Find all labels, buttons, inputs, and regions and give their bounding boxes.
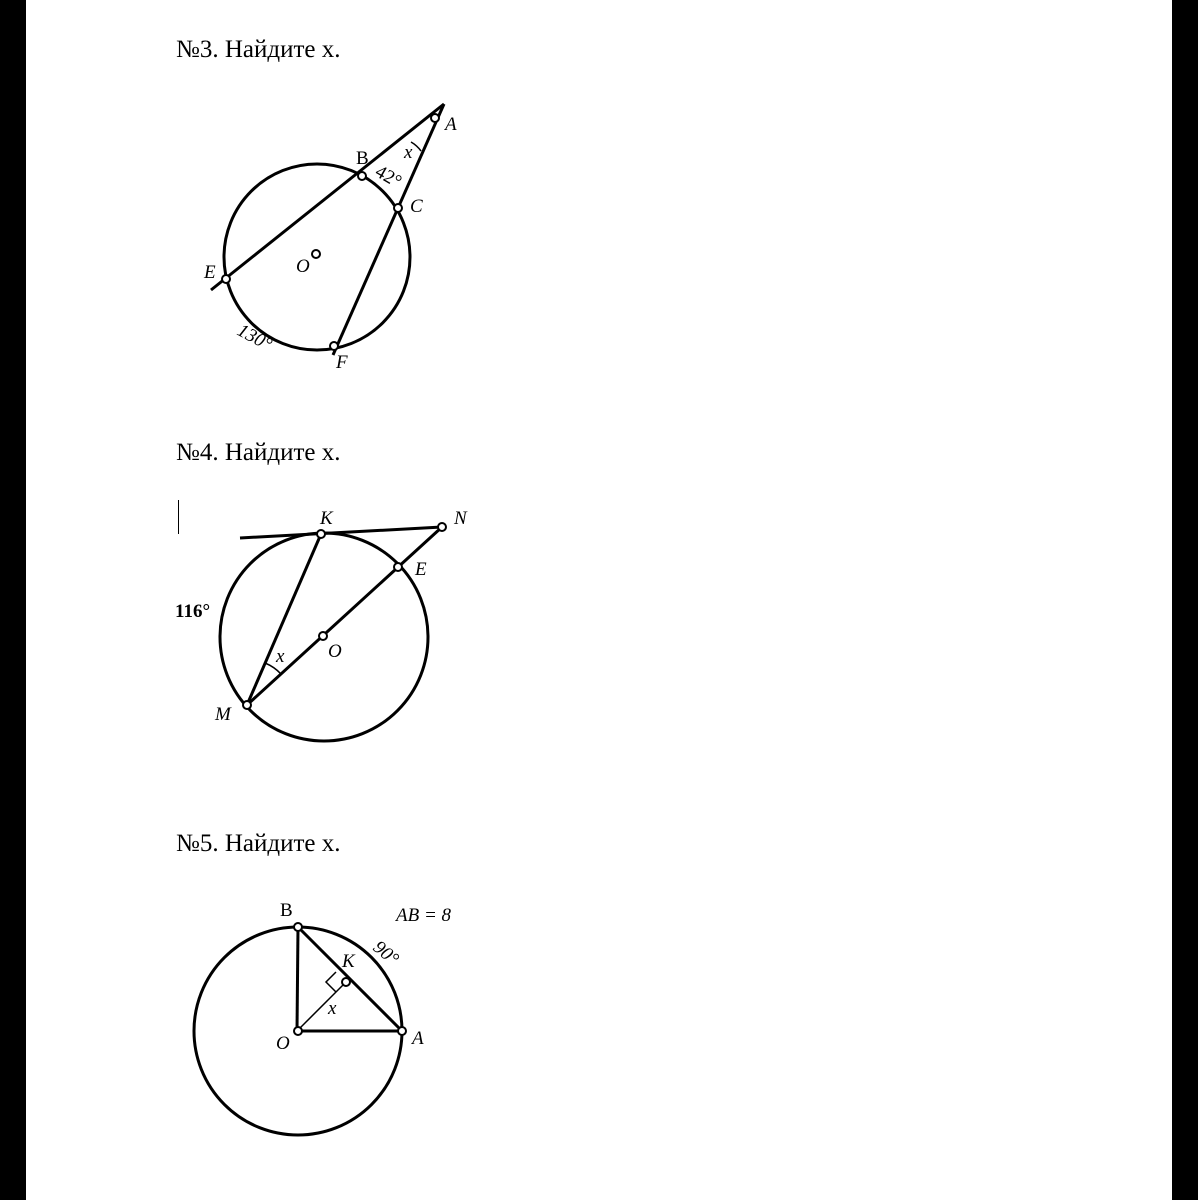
fig5-point-b	[294, 923, 302, 931]
fig3-label-a: A	[445, 114, 457, 135]
fig4-label-m: M	[215, 704, 231, 725]
fig4-label-o: O	[328, 641, 342, 662]
fig3-angle-value: 42°	[371, 161, 406, 193]
problem-5-figure	[26, 0, 1172, 1200]
fig5-segment-ok	[299, 982, 346, 1029]
fig5-label-k: K	[342, 951, 355, 972]
fig5-label-x: x	[328, 998, 337, 1019]
fig5-point-a	[398, 1027, 406, 1035]
worksheet-page	[26, 0, 1172, 1200]
fig3-label-o: O	[296, 256, 310, 277]
fig3-label-b: B	[356, 148, 369, 169]
fig5-label-a: A	[412, 1028, 424, 1049]
fig5-radius-ob	[297, 927, 298, 1031]
problem-5-title: №5. Найдите x.	[176, 830, 341, 857]
problem-4-title: №4. Найдите x.	[176, 439, 341, 466]
fig3-label-f: F	[336, 352, 348, 373]
problem-3-title: №3. Найдите x.	[176, 36, 341, 63]
fig3-label-e: E	[204, 262, 216, 283]
fig5-right-angle-mark	[326, 972, 336, 992]
fig5-arc-value: 90°	[368, 936, 403, 970]
fig5-label-b: B	[280, 900, 293, 921]
fig5-point-k	[342, 978, 350, 986]
fig3-label-c: C	[410, 196, 423, 217]
fig3-arc-value: 130°	[233, 319, 276, 356]
fig5-label-o: O	[276, 1033, 290, 1054]
fig3-label-x: x	[404, 142, 413, 163]
fig4-arc-value: 116°	[175, 601, 211, 622]
fig4-label-k: K	[320, 508, 333, 529]
fig5-given-ab: AB = 8	[396, 905, 452, 926]
fig5-center-o	[294, 1027, 302, 1035]
fig4-label-x: x	[276, 646, 285, 667]
fig4-label-e: E	[415, 559, 427, 580]
fig4-label-n: N	[454, 508, 467, 529]
